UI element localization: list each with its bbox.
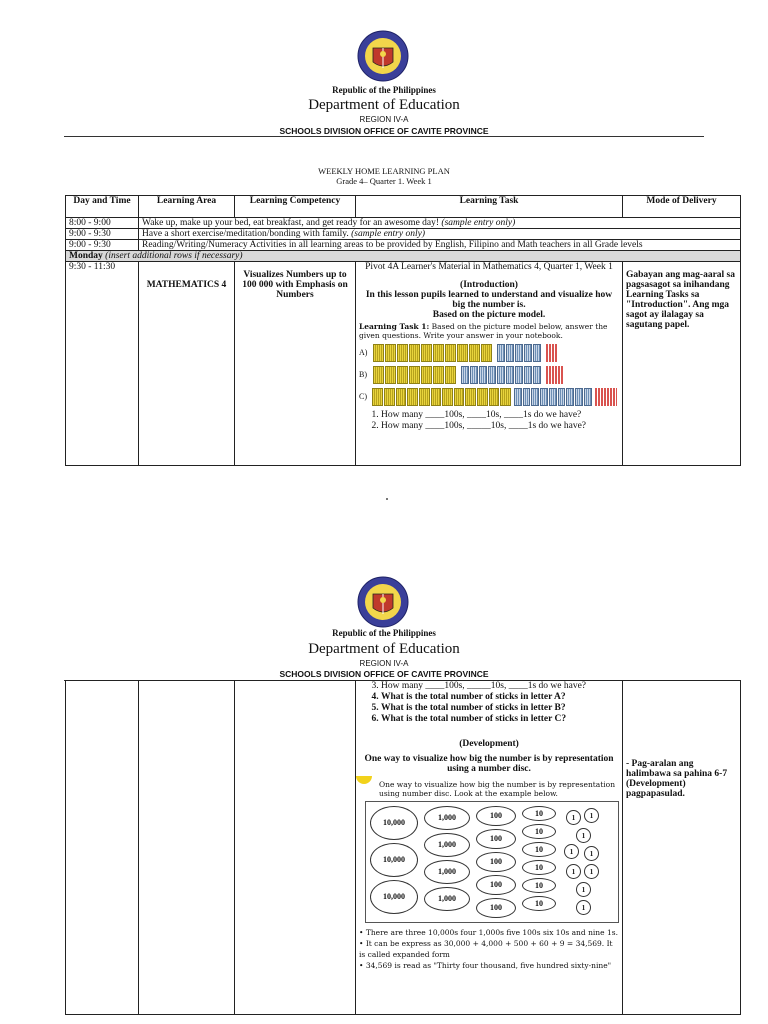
department-title: Department of Education xyxy=(308,97,460,113)
number-disc: 10 xyxy=(522,896,556,911)
number-disc: 10 xyxy=(522,860,556,875)
delivery-cell: - Pag-aralan ang halimbawa sa pahina 6-7 (Development) pagpapasulad. xyxy=(623,681,741,1015)
number-disc: 1 xyxy=(584,808,599,823)
math-row-continued xyxy=(66,681,741,1015)
learning-task-instruction: Learning Task 1: Based on the picture model below, answer the given questions. Write your answer in your notebook. xyxy=(359,322,608,340)
number-disc: 1,000 xyxy=(424,806,470,830)
header-day-time: Day and Time xyxy=(66,196,139,218)
row-time: 9:00 - 9:30 xyxy=(66,229,139,240)
math-row xyxy=(66,262,741,466)
monday-label: Monday (insert additional rows if necessary) xyxy=(66,251,741,262)
number-disc: 10,000 xyxy=(370,806,418,840)
number-disc: 100 xyxy=(476,829,516,849)
question-item: 3. How many ____100s, _____10s, ____1s do we have? xyxy=(381,681,619,692)
number-disc: 10 xyxy=(522,824,556,839)
intro-text: In this lesson pupils learned to understand and visualize how big the number is. xyxy=(365,290,613,310)
picture-row-c: C) xyxy=(359,388,619,406)
intro-basis: Based on the picture model. xyxy=(432,310,546,320)
region-label: REGION IV-A xyxy=(359,115,409,124)
table-header-row xyxy=(66,196,741,218)
number-disc: 1 xyxy=(584,846,599,861)
intro-heading: (Introduction) xyxy=(460,280,518,290)
learning-area-cell: MATHEMATICS 4 xyxy=(139,262,235,466)
row-activity: Wake up, make up your bed, eat breakfast, and get ready for an awesome day! (sample entry only) xyxy=(139,218,741,229)
questions-list-p1 xyxy=(359,410,619,432)
number-disc: 10 xyxy=(522,878,556,893)
development-example xyxy=(359,780,619,971)
number-disc: 1 xyxy=(584,864,599,879)
example-text: One way to visualize how big the number is by representation using number disc. Look at the example below. xyxy=(379,780,616,798)
plan-subtitle: Grade 4– Quarter 1. Week 1 xyxy=(336,176,432,186)
number-disc: 10 xyxy=(522,806,556,821)
number-disc: 1,000 xyxy=(424,860,470,884)
table-row xyxy=(66,229,741,240)
disc-column-ones xyxy=(562,806,608,918)
task-source: Pivot 4A Learner's Material in Mathematics 4, Quarter 1, Week 1 xyxy=(365,262,613,272)
republic-label: Republic of the Philippines xyxy=(332,628,436,638)
question-item: 2. How many ____100s, _____10s, ____1s do we have? xyxy=(381,421,619,432)
development-text: One way to visualize how big the number is by representation using a number disc. xyxy=(364,754,614,774)
disc-column-hundreds xyxy=(476,806,516,918)
number-disc: 100 xyxy=(476,875,516,895)
deped-seal-logo xyxy=(357,30,409,87)
republic-label: Republic of the Philippines xyxy=(332,85,436,95)
learning-task-cell xyxy=(356,262,623,466)
learning-plan-table xyxy=(65,195,741,466)
number-disc: 1 xyxy=(576,828,591,843)
number-disc: 1 xyxy=(576,900,591,915)
header-learning-task: Learning Task xyxy=(356,196,623,218)
bullet-item: • There are three 10,000s four 1,000s five 100s six 10s and nine 1s. xyxy=(359,928,618,937)
learning-task-cell xyxy=(356,681,623,1015)
row-time: 8:00 - 9:00 xyxy=(66,218,139,229)
number-disc: 10,000 xyxy=(370,880,418,914)
competency-cell-empty xyxy=(235,681,356,1015)
bullet-item: • It can be express as 30,000 + 4,000 + 500 + 60 + 9 = 34,569. It is called expanded form xyxy=(359,939,613,959)
bullet-item: • 34,569 is read as "Thirty four thousand, five hundred sixty-nine" xyxy=(359,961,612,970)
number-disc: 1 xyxy=(566,864,581,879)
region-label: REGION IV-A xyxy=(359,659,409,668)
delivery-cell: Gabayan ang mag-aaral sa pagsasagot sa inihandang Learning Tasks sa "Introduction". Ang mga sagot ay ilalagay sa sagutang papel. xyxy=(623,262,741,466)
number-disc-grid xyxy=(365,801,619,923)
disc-column-thousands xyxy=(424,806,470,918)
department-title: Department of Education xyxy=(308,641,460,657)
deped-seal-logo xyxy=(357,576,409,633)
number-disc: 10,000 xyxy=(370,843,418,877)
disc-column-ten-thousands xyxy=(370,806,418,918)
monday-row xyxy=(66,251,741,262)
main-time: 9:30 - 11:30 xyxy=(66,262,139,466)
bullet-list xyxy=(359,927,619,971)
plan-title: WEEKLY HOME LEARNING PLAN xyxy=(318,166,450,176)
competency-cell: Visualizes Numbers up to 100 000 with Emphasis on Numbers xyxy=(235,262,356,466)
question-item: 6. What is the total number of sticks in letter C? xyxy=(381,714,619,725)
disc-column-tens xyxy=(522,806,556,918)
number-disc: 100 xyxy=(476,806,516,826)
picture-row-a: A) xyxy=(359,344,619,362)
header-learning-competency: Learning Competency xyxy=(235,196,356,218)
number-disc: 1 xyxy=(564,844,579,859)
number-disc: 100 xyxy=(476,852,516,872)
questions-list-p2 xyxy=(359,681,619,725)
row-time: 9:00 - 9:30 xyxy=(66,240,139,251)
question-item: 1. How many ____100s, ____10s, ____1s do we have? xyxy=(381,410,619,421)
number-disc: 1 xyxy=(566,810,581,825)
learning-plan-table-continued xyxy=(65,680,741,1015)
division-label: SCHOOLS DIVISION OFFICE OF CAVITE PROVINCE xyxy=(279,669,489,679)
number-disc: 10 xyxy=(522,842,556,857)
header-mode-of-delivery: Mode of Delivery xyxy=(623,196,741,218)
number-disc: 1,000 xyxy=(424,833,470,857)
table-row xyxy=(66,240,741,251)
header-learning-area: Learning Area xyxy=(139,196,235,218)
development-heading: (Development) xyxy=(459,739,519,749)
area-cell-empty xyxy=(139,681,235,1015)
row-activity: Have a short exercise/meditation/bonding with family. (sample entry only) xyxy=(139,229,741,240)
division-label: SCHOOLS DIVISION OFFICE OF CAVITE PROVINCE xyxy=(279,126,489,136)
question-item: 5. What is the total number of sticks in letter B? xyxy=(381,703,619,714)
number-disc: 1,000 xyxy=(424,887,470,911)
number-disc: 100 xyxy=(476,898,516,918)
picture-model xyxy=(359,344,619,406)
row-activity: Reading/Writing/Numeracy Activities in all learning areas to be provided by English, Filipino and Math teachers in all Grade levels xyxy=(139,240,741,251)
number-disc: 1 xyxy=(576,882,591,897)
page-mark xyxy=(386,498,388,500)
question-item: 4. What is the total number of sticks in letter A? xyxy=(381,692,619,703)
time-cell-empty xyxy=(66,681,139,1015)
picture-row-b: B) xyxy=(359,366,619,384)
header-divider xyxy=(64,136,704,137)
table-row xyxy=(66,218,741,229)
